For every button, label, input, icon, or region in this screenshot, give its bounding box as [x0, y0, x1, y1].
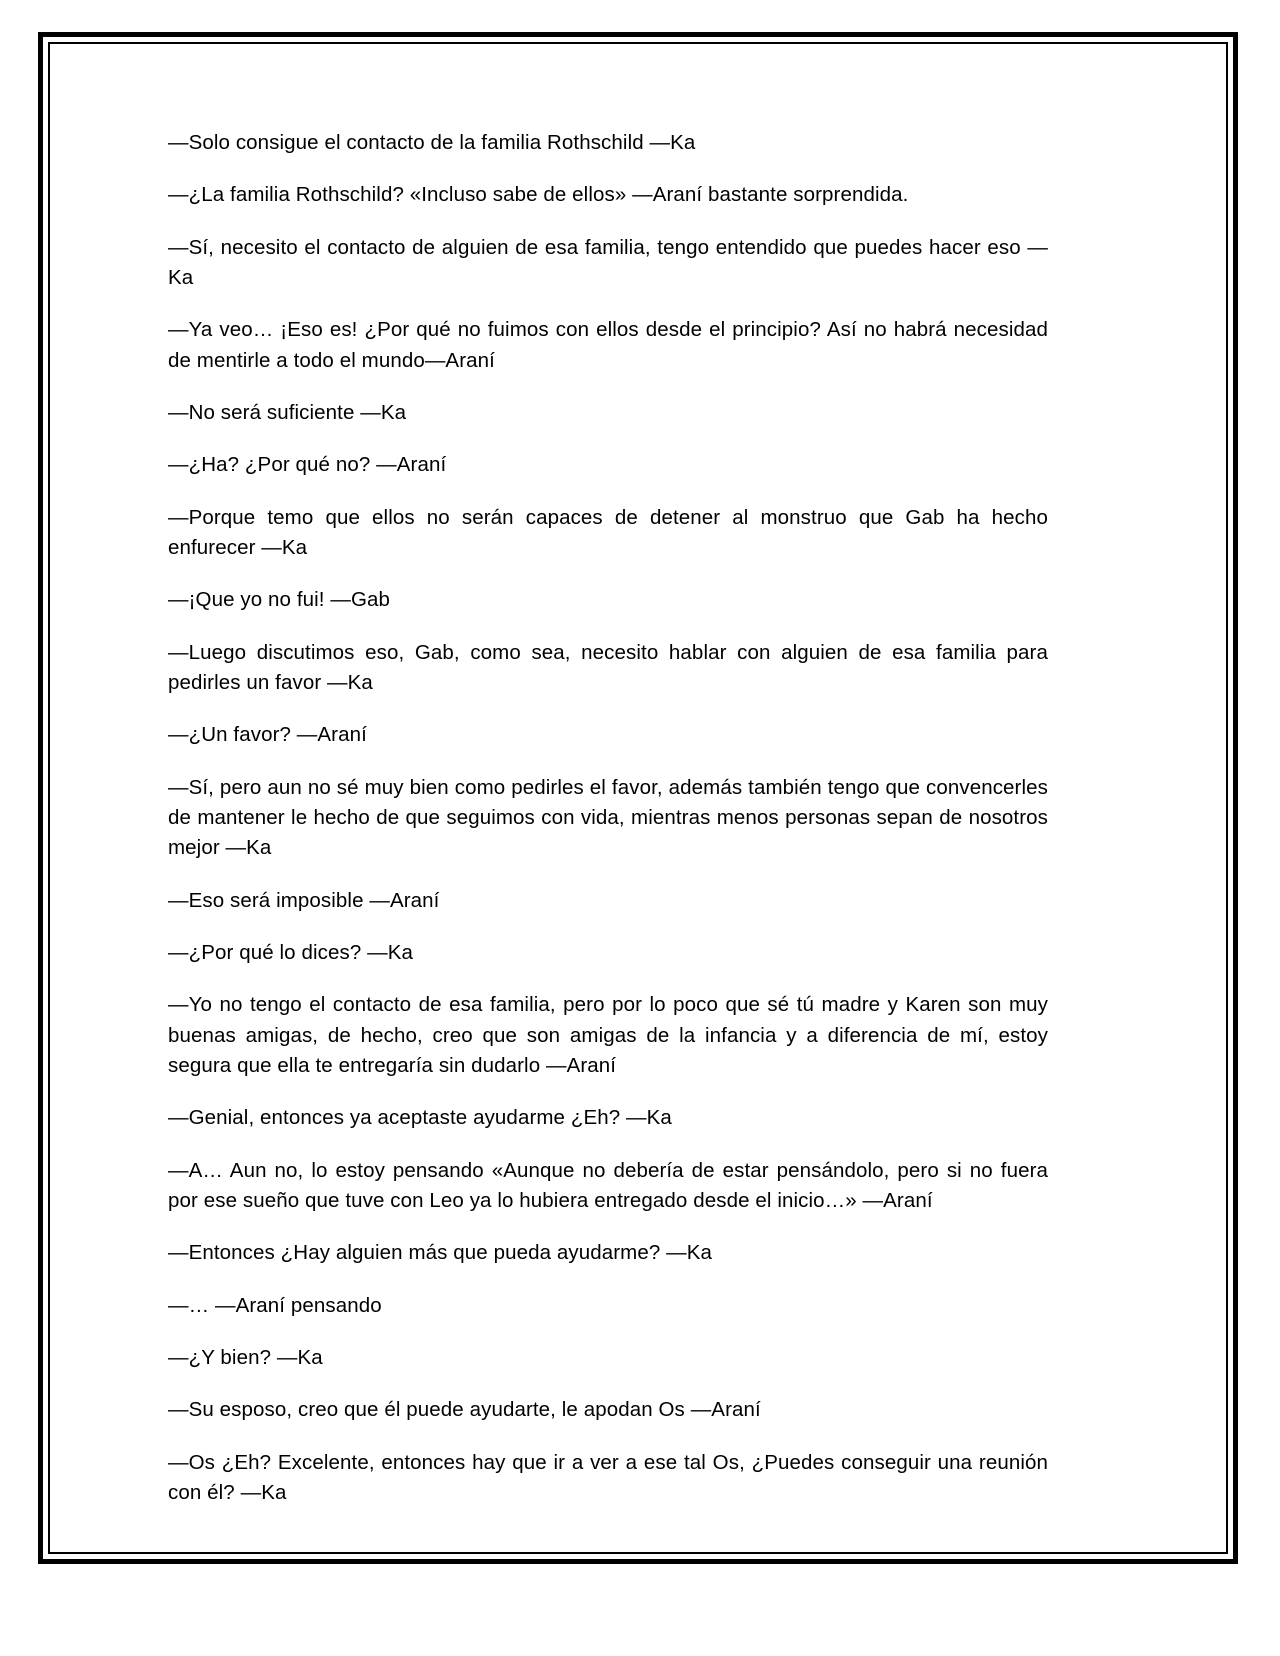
paragraph: —¿Ha? ¿Por qué no? —Araní — [168, 453, 447, 477]
paragraph: —Su esposo, creo que él puede ayudarte, le apodan Os —Araní — [168, 1398, 761, 1422]
paragraph: —¿Y bien? —Ka — [168, 1345, 323, 1369]
paragraph: —Porque temo que ellos no serán capaces de detener al monstruo que Gab ha hecho enfurecer —Ka — [168, 505, 1048, 559]
document-body — [168, 128, 1048, 1508]
paragraph: —¿La familia Rothschild? «Incluso sabe de ellos» —Araní bastante sorprendida. — [168, 183, 909, 207]
paragraph: —Entonces ¿Hay alguien más que pueda ayudarme? —Ka — [168, 1241, 713, 1265]
paragraph: —Os ¿Eh? Excelente, entonces hay que ir a ver a ese tal Os, ¿Puedes conseguir una reunión con él? —Ka — [168, 1450, 1048, 1504]
paragraph: —Genial, entonces ya aceptaste ayudarme ¿Eh? —Ka — [168, 1106, 672, 1130]
paragraph: —Sí, necesito el contacto de alguien de esa familia, tengo entendido que puedes hacer eso —Ka — [168, 235, 1048, 289]
paragraph: —¿Un favor? —Araní — [168, 723, 367, 747]
paragraph: —… —Araní pensando — [168, 1293, 382, 1317]
paragraph: —¿Por qué lo dices? —Ka — [168, 940, 413, 964]
paragraph: —Solo consigue el contacto de la familia Rothschild —Ka — [168, 131, 696, 154]
paragraph: —No será suficiente —Ka — [168, 400, 407, 424]
paragraph: —Ya veo… ¡Eso es! ¿Por qué no fuimos con ellos desde el principio? Así no habrá necesidad de mentirle a todo el mundo—Araní — [168, 318, 1048, 372]
paragraph: —Sí, pero aun no sé muy bien como pedirles el favor, además también tengo que convencerles de mantener le hecho de que seguimos con vida, mientras menos personas sepan de nosotros mejor —Ka — [168, 775, 1048, 860]
paragraph: —A… Aun no, lo estoy pensando «Aunque no debería de estar pensándolo, pero si no fuera por ese sueño que tuve con Leo ya lo hubiera entregado desde el inicio…» —Araní — [168, 1158, 1048, 1212]
paragraph: —Yo no tengo el contacto de esa familia, pero por lo poco que sé tú madre y Karen son muy buenas amigas, de hecho, creo que son amigas de la infancia y a diferencia de mí, estoy segura que ella te entregaría sin dudarlo —Araní — [168, 993, 1048, 1077]
paragraph: —Eso será imposible —Araní — [168, 888, 440, 912]
paragraph: —Luego discutimos eso, Gab, como sea, necesito hablar con alguien de esa familia para pedirles un favor —Ka — [168, 640, 1048, 694]
paragraph: —¡Que yo no fui! —Gab — [168, 588, 391, 612]
